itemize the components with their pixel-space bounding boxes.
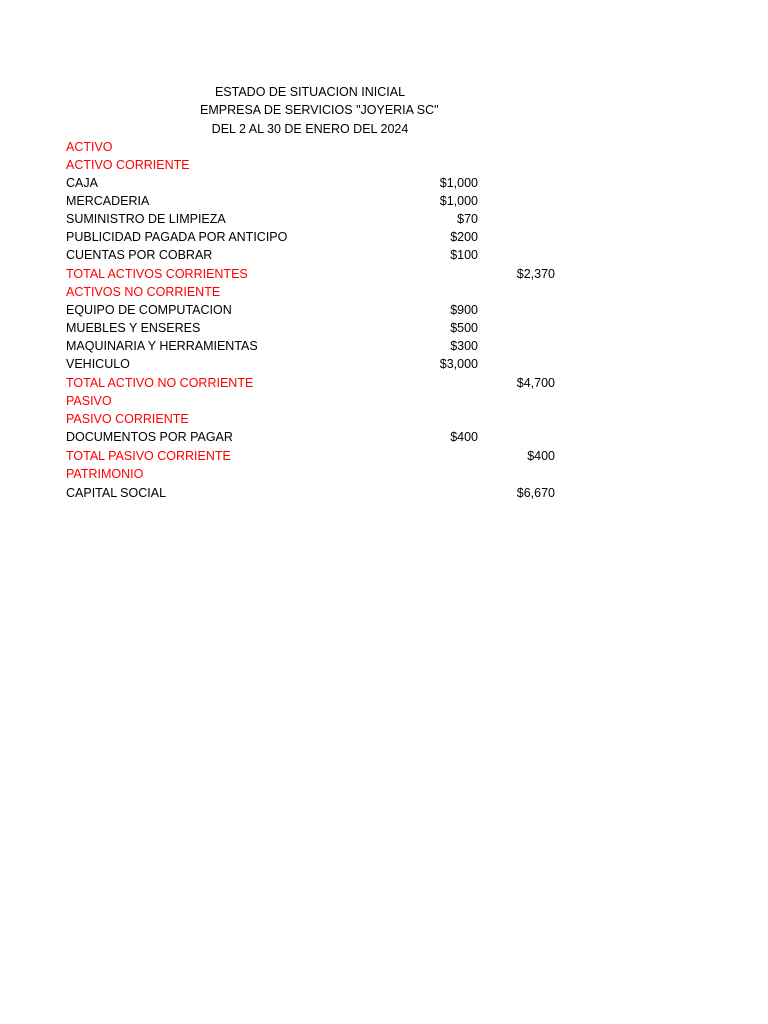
table-row — [0, 428, 768, 446]
row-amount: $500 — [450, 321, 478, 335]
section-header-pasivo — [0, 392, 768, 410]
row-amount: $1,000 — [439, 176, 478, 190]
row-label: CAPITAL SOCIAL — [66, 486, 167, 500]
table-row — [0, 355, 768, 373]
document-title: ESTADO DE SITUACION INICIAL — [214, 85, 406, 99]
row-amount: $3,000 — [439, 357, 478, 371]
date-range: DEL 2 AL 30 DE ENERO DEL 2024 — [211, 122, 409, 136]
row-label: VEHICULO — [66, 357, 130, 371]
row-label: TOTAL ACTIVO NO CORRIENTE — [66, 376, 254, 390]
table-row — [0, 228, 768, 246]
row-label: TOTAL ACTIVOS CORRIENTES — [66, 267, 248, 281]
row-label: SUMINISTRO DE LIMPIEZA — [66, 212, 226, 226]
row-label: ACTIVO CORRIENTE — [66, 158, 190, 172]
row-label: PASIVO — [66, 394, 112, 408]
row-label: MERCADERIA — [66, 194, 150, 208]
row-total: $2,370 — [516, 267, 555, 281]
row-amount: $400 — [450, 430, 478, 444]
total-row-activo-no-corriente — [0, 374, 768, 392]
table-row — [0, 246, 768, 264]
row-label: ACTIVO — [66, 140, 113, 154]
total-row-activos-corrientes — [0, 265, 768, 283]
table-row — [0, 301, 768, 319]
table-row — [0, 484, 768, 502]
row-label: CUENTAS POR COBRAR — [66, 248, 213, 262]
row-amount: $200 — [450, 230, 478, 244]
section-header-patrimonio — [0, 465, 768, 483]
row-label: ACTIVOS NO CORRIENTE — [66, 285, 221, 299]
row-amount: $1,000 — [439, 194, 478, 208]
row-label: MAQUINARIA Y HERRAMIENTAS — [66, 339, 258, 353]
table-row — [0, 192, 768, 210]
row-label: TOTAL PASIVO CORRIENTE — [66, 449, 231, 463]
company-name: EMPRESA DE SERVICIOS "JOYERIA SC" — [200, 103, 439, 117]
row-label: CAJA — [66, 176, 98, 190]
table-row — [0, 337, 768, 355]
row-label: DOCUMENTOS POR PAGAR — [66, 430, 233, 444]
row-label: MUEBLES Y ENSERES — [66, 321, 201, 335]
section-header-pasivo-corriente — [0, 410, 768, 428]
row-total: $400 — [527, 449, 555, 463]
row-amount: $300 — [450, 339, 478, 353]
row-total: $6,670 — [516, 486, 555, 500]
total-row-pasivo-corriente — [0, 447, 768, 465]
table-row — [0, 319, 768, 337]
section-header-activos-no-corriente — [0, 283, 768, 301]
row-label: EQUIPO DE COMPUTACION — [66, 303, 232, 317]
row-amount: $70 — [457, 212, 478, 226]
table-row — [0, 174, 768, 192]
section-header-activo — [0, 138, 768, 156]
row-label: PASIVO CORRIENTE — [66, 412, 189, 426]
row-label: PATRIMONIO — [66, 467, 144, 481]
row-label: PUBLICIDAD PAGADA POR ANTICIPO — [66, 230, 288, 244]
section-header-activo-corriente — [0, 156, 768, 174]
table-row — [0, 210, 768, 228]
row-amount: $100 — [450, 248, 478, 262]
row-total: $4,700 — [516, 376, 555, 390]
row-amount: $900 — [450, 303, 478, 317]
